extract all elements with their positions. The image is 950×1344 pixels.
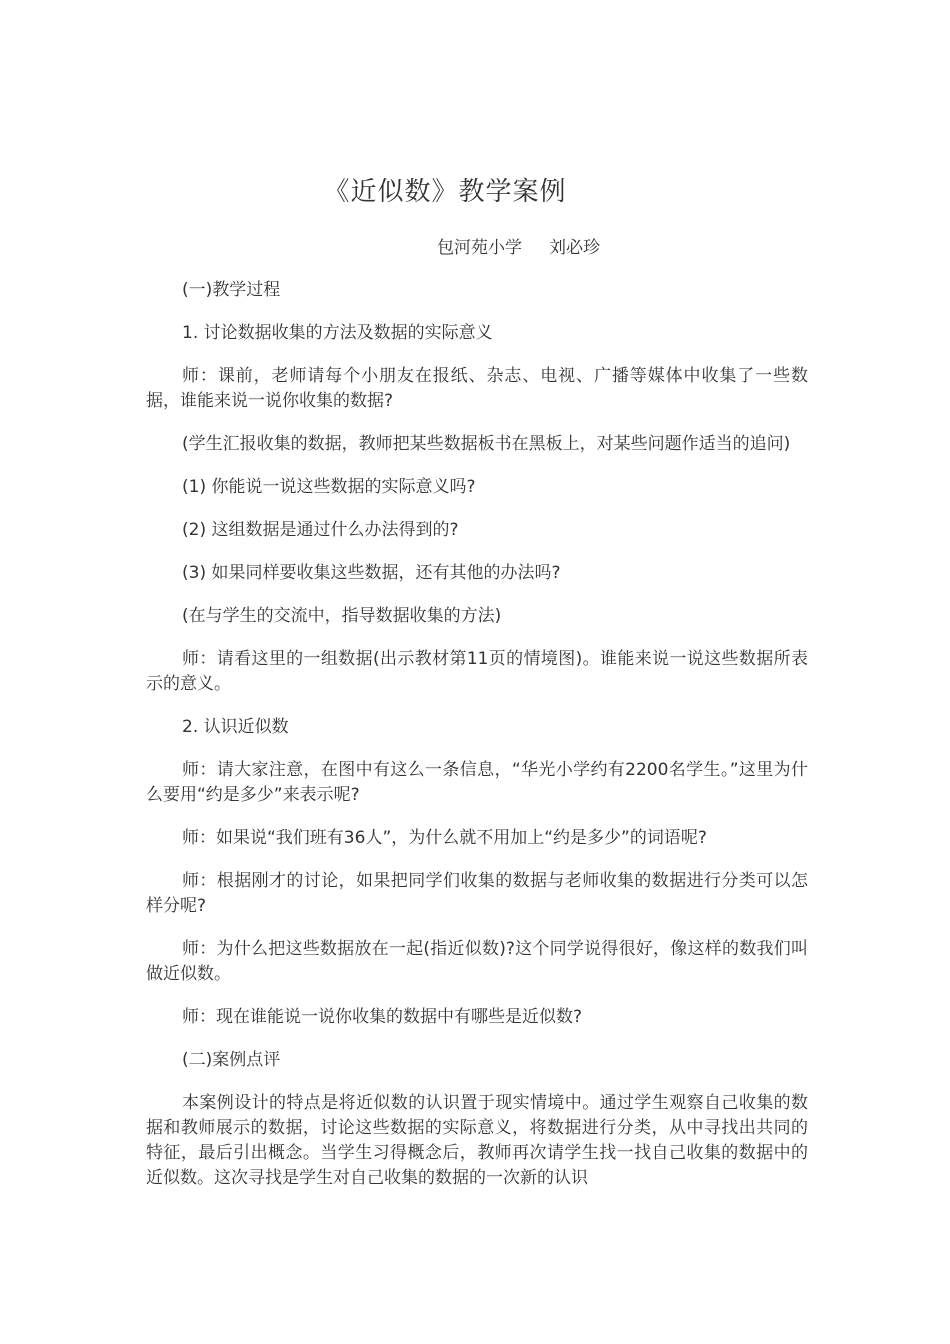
document-author: 包河苑小学 刘必珍 [437, 238, 601, 258]
question-item: (3) 如果同样要收集这些数据，还有其他的办法吗? [182, 563, 561, 583]
question-item: (1) 你能说一说这些数据的实际意义吗? [182, 477, 476, 497]
paragraph: 师：现在谁能说一说你收集的数据中有哪些是近似数? [182, 1007, 583, 1027]
document-title: 《近似数》教学案例 [323, 177, 567, 207]
paragraph: 师：请看这里的一组数据(出示教材第11页的情境图)。谁能来说一说这些数据所表示的意义。 [146, 649, 808, 694]
paragraph: 师：请大家注意，在图中有这么一条信息，“华光小学约有2200名学生。”这里为什么要用“约是多少”来表示呢? [146, 760, 808, 805]
paragraph: 师：为什么把这些数据放在一起(指近似数)?这个同学说得很好，像这样的数我们叫做近似数。 [146, 939, 808, 984]
paragraph: 师：课前，老师请每个小朋友在报纸、杂志、电视、广播等媒体中收集了一些数据，谁能来说一说你收集的数据? [146, 366, 808, 411]
document-body [146, 278, 808, 1209]
paragraph: (学生汇报收集的数据，教师把某些数据板书在黑板上，对某些问题作适当的追问) [182, 434, 791, 454]
subheading-approximate-numbers: 2. 认识近似数 [182, 717, 289, 737]
section-heading-process: (一)教学过程 [182, 280, 281, 300]
paragraph: 本案例设计的特点是将近似数的认识置于现实情境中。通过学生观察自己收集的数据和教师展示的数据，讨论这些数据的实际意义，将数据进行分类，从中寻找出共同的特征，最后引出概念。当学生习得概念后，教师再次请学生找一找自己收集的数据中的近似数。这次寻找是学生对自己收集的数据的一次新的认识 [146, 1093, 808, 1188]
paragraph: 师：如果说“我们班有36人”，为什么就不用加上“约是多少”的词语呢? [182, 828, 707, 848]
section-heading-review: (二)案例点评 [182, 1050, 281, 1070]
subheading-data-collection: 1. 讨论数据收集的方法及数据的实际意义 [182, 323, 493, 343]
question-item: (2) 这组数据是通过什么办法得到的? [182, 520, 459, 540]
paragraph: (在与学生的交流中，指导数据收集的方法) [182, 606, 502, 626]
paragraph: 师：根据刚才的讨论，如果把同学们收集的数据与老师收集的数据进行分类可以怎样分呢? [146, 871, 808, 916]
